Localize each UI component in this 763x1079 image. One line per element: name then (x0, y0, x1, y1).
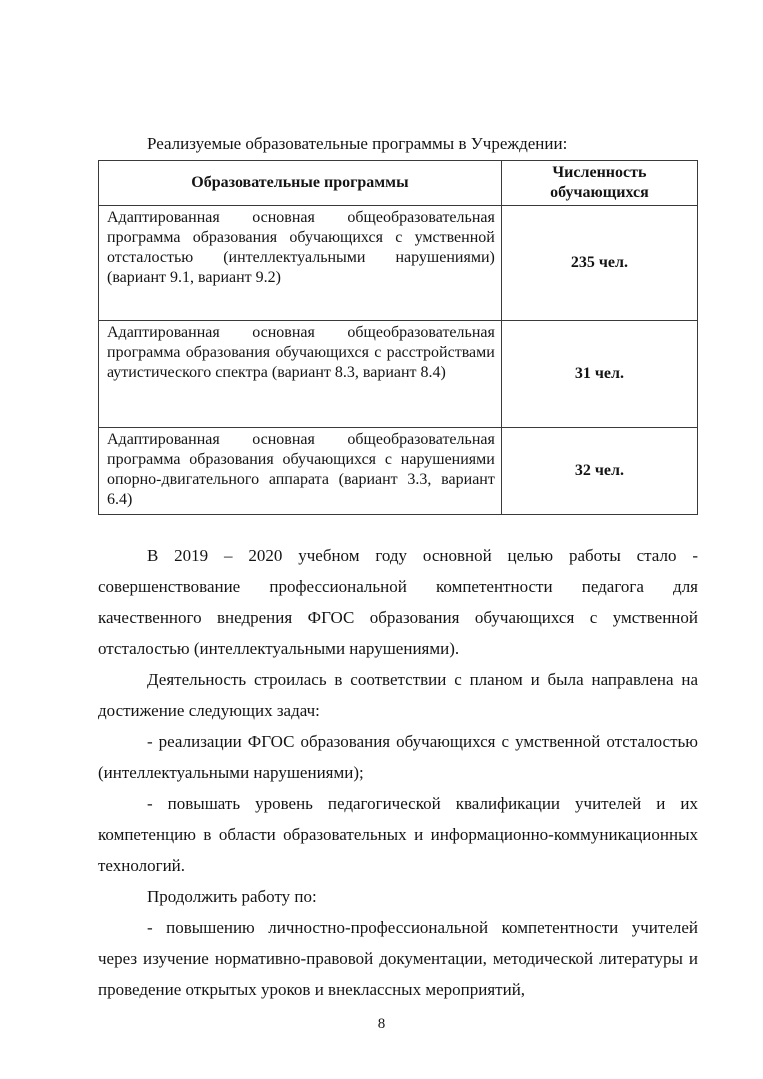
body-text (98, 540, 698, 1005)
table-header-row (99, 161, 698, 206)
header-programs: Образовательные программы (99, 161, 502, 206)
program-cell: Адаптированная основная общеобразовательная программа образования обучающихся с нарушениями опорно-двигательного аппарата (вариант 3.3, вариант 6.4) (99, 428, 502, 515)
header-count-line1: Численность (552, 164, 647, 181)
page-number: 8 (377, 1016, 386, 1032)
table-row (99, 321, 698, 428)
count-cell: 235 чел. (501, 206, 697, 321)
table-row (99, 206, 698, 321)
program-cell: Адаптированная основная общеобразовательная программа образования обучающихся с расстройствами аутистического спектра (вариант 8.3, вариант 8.4) (99, 321, 502, 428)
paragraph-task-qualification: - повышать уровень педагогической квалификации учителей и их компетенцию в области образовательных и информационно-коммуникационных технологий. (98, 794, 698, 875)
table-row (99, 428, 698, 515)
paragraph-task-fgos: - реализации ФГОС образования обучающихся с умственной отсталостью (интеллектуальными нарушениями); (98, 732, 698, 782)
program-cell: Адаптированная основная общеобразовательная программа образования обучающихся с умственной отсталостью (интеллектуальными нарушениями) (вариант 9.1, вариант 9.2) (99, 206, 502, 321)
header-student-count (501, 161, 697, 206)
paragraph-activity: Деятельность строилась в соответствии с планом и была направлена на достижение следующих задач: (98, 670, 698, 720)
paragraph-goal: В 2019 – 2020 учебном году основной целью работы стало - совершенствование профессиональной компетентности педагога для качественного внедрения ФГОС образования обучающихся с умственной отсталостью (интеллектуальными нарушениями). (98, 546, 698, 658)
count-cell: 31 чел. (501, 321, 697, 428)
header-count-line2: обучающихся (550, 184, 649, 201)
paragraph-continue: Продолжить работу по: (147, 887, 317, 906)
table-intro-text: Реализуемые образовательные программы в Учреждении: (147, 134, 568, 153)
count-cell: 32 чел. (501, 428, 697, 515)
programs-table (98, 160, 698, 515)
paragraph-competence: - повышению личностно-профессиональной компетентности учителей через изучение нормативно-правовой документации, методической литературы и проведение открытых уроков и внеклассных мероприятий, (98, 918, 698, 999)
